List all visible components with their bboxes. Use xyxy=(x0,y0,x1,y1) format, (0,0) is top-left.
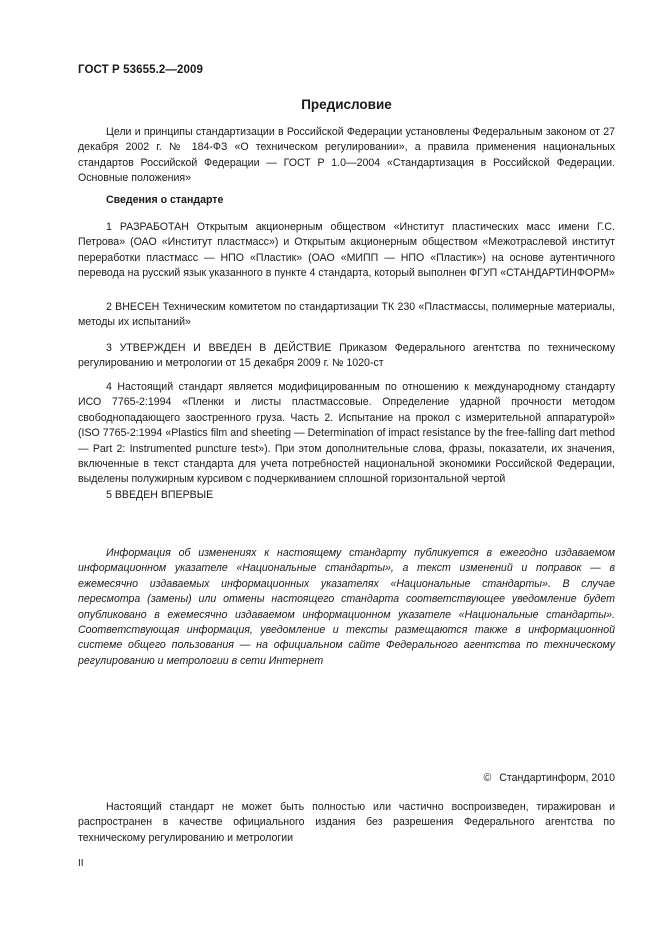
standard-info-item-3: 3 УТВЕРЖДЕН И ВВЕДЕН В ДЕЙСТВИЕ Приказом Федерального агентства по техническому регулированию и метрологии от 15 декабря 2009 г. № 1020-ст xyxy=(78,342,615,370)
standard-info-item-4: 4 Настоящий стандарт является модифицированным по отношению к международному стандарту ИСО 7765-2:1994 «Пленки и листы пластмассовые. Определение ударной прочности методом свободнопадающего заостренного груза. Часть 2. Испытание на прокол с измерительной аппаратурой» (ISO 7765-2:1994 «Plastics film and sheeting — Determination of impact resistance by the free-falling dart method — Part 2: Instrumented puncture test»). При этом дополнительные слова, фразы, показатели, их значения, включенные в текст стандарта для учета потребностей национальной экономики Российской Федерации, выделены полужирным курсивом с подчеркиванием сплошной горизонтальной чертой xyxy=(78,381,615,486)
page-number: II xyxy=(78,858,84,869)
document-code: ГОСТ Р 53655.2—2009 xyxy=(78,64,203,76)
changes-notice: Информация об изменениях к настоящему стандарту публикуется в ежегодно издаваемом информационном указателе «Национальные стандарты», а текст изменений и поправок — в ежемесячно издаваемых информационных указателях «Национальные стандарты». В случае пересмотра (замены) или отмены настоящего стандарта соответствующее уведомление будет опубликовано в ежемесячно издаваемом информационном указателе «Национальные стандарты». Соответствующая информация, уведомление и тексты размещаются также в информационной системе общего пользования — на официальном сайте Федерального агентства по техническому регулированию и метрологии в сети Интернет xyxy=(78,547,615,667)
standard-info-item-5: 5 ВВЕДЕН ВПЕРВЫЕ xyxy=(106,489,214,501)
reproduction-notice: Настоящий стандарт не может быть полностью или частично воспроизведен, тиражирован и распространен в качестве официального издания без разрешения Федерального агентства по техническому регулированию и метрологии xyxy=(78,801,615,844)
page-title: Предисловие xyxy=(301,97,392,112)
copyright-line xyxy=(483,772,615,784)
standard-info-item-2: 2 ВНЕСЕН Техническим комитетом по стандартизации ТК 230 «Пластмассы, полимерные материалы, методы их испытаний» xyxy=(78,301,615,329)
standard-info-item-1: 1 РАЗРАБОТАН Открытым акционерным обществом «Институт пластических масс имени Г.С. Петрова» (ОАО «Институт пластмасс») и Открытым акционерным обществом «Межотраслевой институт переработки пластмасс — НПО «Пластик» (ОАО «МИПП — НПО «Пластик») на основе аутентичного перевода на русский язык указанного в пункте 4 стандарта, который выполнен ФГУП «СТАНДАРТИНФОРМ» xyxy=(78,221,615,280)
intro-paragraph: Цели и принципы стандартизации в Российской Федерации установлены Федеральным законом от 27 декабря 2002 г. № 184-ФЗ «О техническом регулировании», а правила применения национальных стандартов Российской Федерации — ГОСТ Р 1.0—2004 «Стандартизация в Российской Федерации. Основные положения» xyxy=(78,126,615,185)
copyright-icon: © xyxy=(483,772,492,784)
standard-info-heading: Сведения о стандарте xyxy=(106,194,224,206)
copyright-holder: Стандартинформ, 2010 xyxy=(499,772,615,784)
